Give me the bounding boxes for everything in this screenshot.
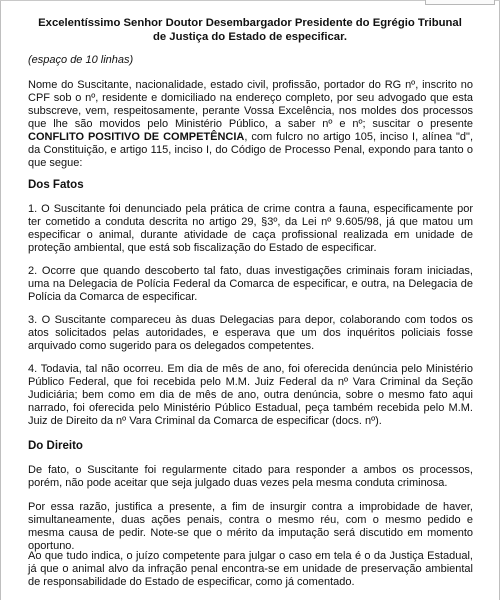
direito-paragraph-2: Por essa razão, justifica a presente, a fim de insurgir contra a improbidade de haver, simultaneamente, duas ações penais, contra o mesmo réu, com o mesmo pedido e mesma causa de pedir. Note-se que o mérito da imputação será discutido em momento oportuno.	[28, 501, 473, 552]
intro-text-1: Nome do Suscitante, nacionalidade, estado civil, profissão, portador do RG nº, inscrito no CPF sob o nº, residente e domiciliado na endereço completo, por seu advogado que esta subscreve, vem, respeitosamente, perante Vossa Excelência, nos moldes dos processos que lhe são movidos pelo Ministério Público, a saber nº e nº; suscitar o presente	[28, 79, 473, 130]
direito-paragraph-1: De fato, o Suscitante foi regularmente citado para responder a ambos os processos, porém, não pode aceitar que seja julgado duas vezes pela mesma conduta criminosa.	[28, 464, 473, 489]
heading-do-direito: Do Direito	[28, 440, 83, 452]
petition-title: Excelentíssimo Senhor Doutor Desembargador Presidente do Egrégio Tribunal de Justiça do Estado de especificar.	[38, 17, 462, 43]
direito-paragraph-3: Ao que tudo indica, o juízo competente para julgar o caso em tela é o da Justiça Estadual, já que o animal alvo da infração penal encontra-se em unidade de preservação ambiental de responsabilidade do Estado de especificar, como já comentado.	[28, 550, 473, 588]
space-note: (espaço de 10 linhas)	[28, 54, 134, 66]
header-box	[425, 0, 495, 5]
fato-paragraph-1: 1. O Suscitante foi denunciado pela prática de crime contra a fauna, especificamente por ter cometido a conduta descrita no artigo 29, §3º, da Lei nº 9.605/98, já que matou um especificar o animal, durante atividade de caça profissional realizada em unidade de proteção ambiental, que está sob fiscalização do Estado de especificar.	[28, 203, 473, 254]
intro-paragraph	[28, 79, 473, 170]
fato-paragraph-2: 2. Ocorre que quando descoberto tal fato, duas investigações criminais foram iniciadas, uma na Delegacia de Polícia Federal da Comarca de especificar, e outra, na Delegacia de Polícia da Comarca de especificar.	[28, 265, 473, 303]
intro-text-2: , com fulcro no artigo 105, inciso I, alínea "d", da Constituição, e artigo 115, inciso I, do Código de Processo Penal, expondo para tanto o que segue:	[28, 131, 474, 169]
intro-bold-text: CONFLITO POSITIVO DE COMPETÊNCIA	[28, 131, 245, 143]
heading-dos-fatos: Dos Fatos	[28, 179, 84, 191]
fato-paragraph-3: 3. O Suscitante compareceu às duas Delegacias para depor, colaborando com todos os atos solicitados pelas autoridades, e esperava que um dos inquéritos policiais fosse arquivado como sugerido para os delegados competentes.	[28, 314, 473, 352]
fato-paragraph-4: 4. Todavia, tal não ocorreu. Em dia de mês de ano, foi oferecida denúncia pelo Ministério Público Federal, que foi recebida pelo M.M. Juiz Federal da nº Vara Criminal da Seção Judiciária; bem como em dia de mês de ano, outra denúncia, sobre o mesmo fato aqui narrado, foi oferecida pelo Ministério Público Estadual, peça também recebida pelo M.M. Juiz de Direito da nº Vara Criminal da Comarca de especificar (docs. nº).	[28, 363, 473, 427]
